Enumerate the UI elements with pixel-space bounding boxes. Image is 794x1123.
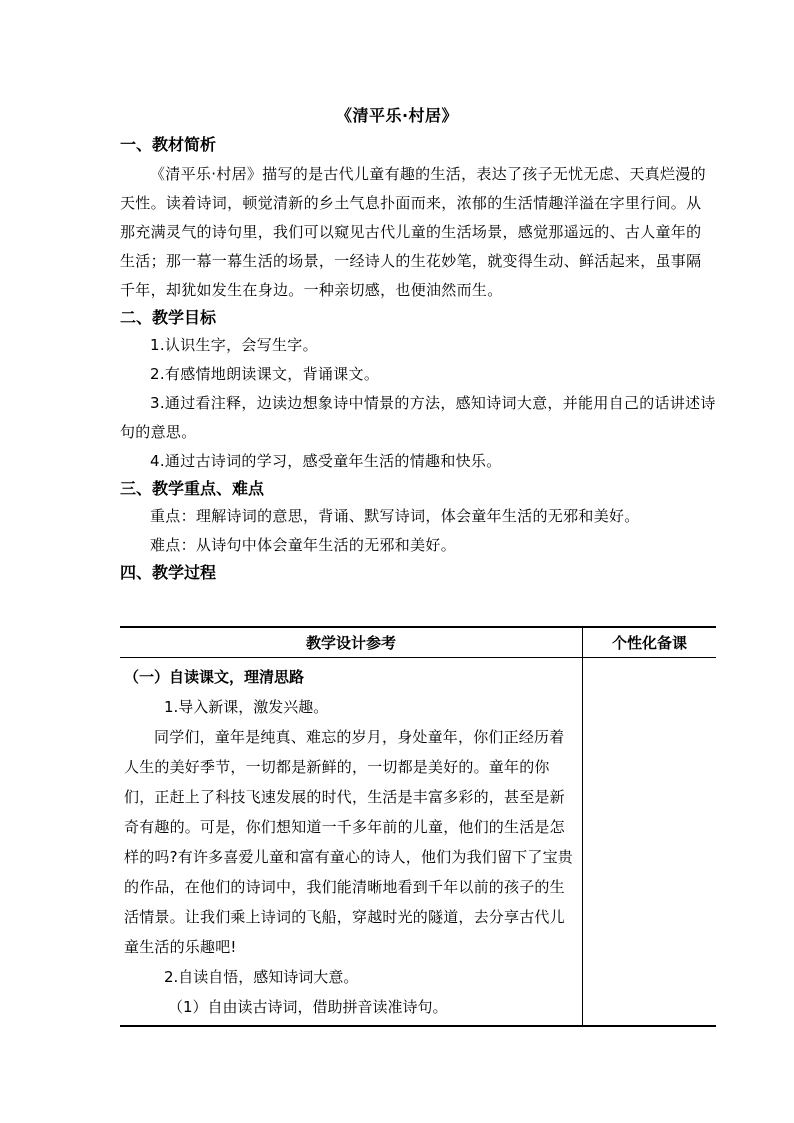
sub-heading: （一）自读课文，理清思路 [124,668,305,686]
step-sub-item: （1）自由读古诗词，借助拼音读准诗句。 [168,998,448,1016]
section-heading-objectives: 二、教学目标 [120,308,217,327]
section-heading-process: 四、教学过程 [120,563,217,582]
table-header-row [120,627,716,658]
document-body [120,132,716,586]
table-row [120,658,716,1027]
difficult-point-text: 难点：从诗句中体会童年生活的无邪和美好。 [150,536,457,554]
document-title: 《清平乐·村居》 [335,106,459,125]
objective-item: 2.有感情地朗读课文，背诵课文。 [150,365,380,383]
section-heading-analysis: 一、教材简析 [120,135,217,154]
analysis-paragraph: 《清平乐·村居》描写的是古代儿童有趣的生活，表达了孩子无忧无虑、天真烂漫的天性。读着诗词，顿觉清新的乡土气息扑面而来，浓郁的生活情趣洋溢在字里行间。从那充满灵气的诗句里，我们可以窥见古代儿童的生活场景，感觉那遥远的、古人童年的生活；那一幕一幕生活的场景，一经诗人的生花妙笔，就变得生动、鲜活起来，虽事隔千年，却犹如发生在身边。一种亲切感，也便油然而生。 [120,165,706,299]
objective-item: 1.认识生字，会写生字。 [150,336,318,354]
personal-notes-cell[interactable] [583,658,717,1027]
intro-paragraph: 同学们，童年是纯真、难忘的岁月，身处童年，你们正经历着人生的美好季节，一切都是新鲜的，一切都是美好的。童年的你们，正赶上了科技飞速发展的时代，生活是丰富多彩的，甚至是新奇有趣的。可是，你们想知道一千多年前的儿童，他们的生活是怎样的吗?有许多喜爱儿童和富有童心的诗人，他们为我们留下了宝贵的作品，在他们的诗词中，我们能清晰地看到千年以前的孩子的生活情景。让我们乘上诗词的飞船，穿越时光的隧道，去分享古代儿童生活的乐趣吧! [124,728,573,956]
section-heading-key-points: 三、教学重点、难点 [120,479,265,498]
table-header-design: 教学设计参考 [120,627,583,658]
key-point-text: 重点：理解诗词的意思，背诵、默写诗词，体会童年生活的无邪和美好。 [150,507,640,525]
step-item: 2.自读自悟，感知诗词大意。 [164,968,359,986]
teaching-process-table [120,626,716,1027]
design-cell [120,658,583,1027]
objective-item: 3.通过看注释，边读边想象诗中情景的方法，感知诗词大意，并能用自己的话讲述诗句的意思。 [120,394,716,441]
objective-item: 4.通过古诗词的学习，感受童年生活的情趣和快乐。 [150,452,502,470]
step-item: 1.导入新课，激发兴趣。 [164,698,329,716]
table-header-personal: 个性化备课 [583,627,717,658]
